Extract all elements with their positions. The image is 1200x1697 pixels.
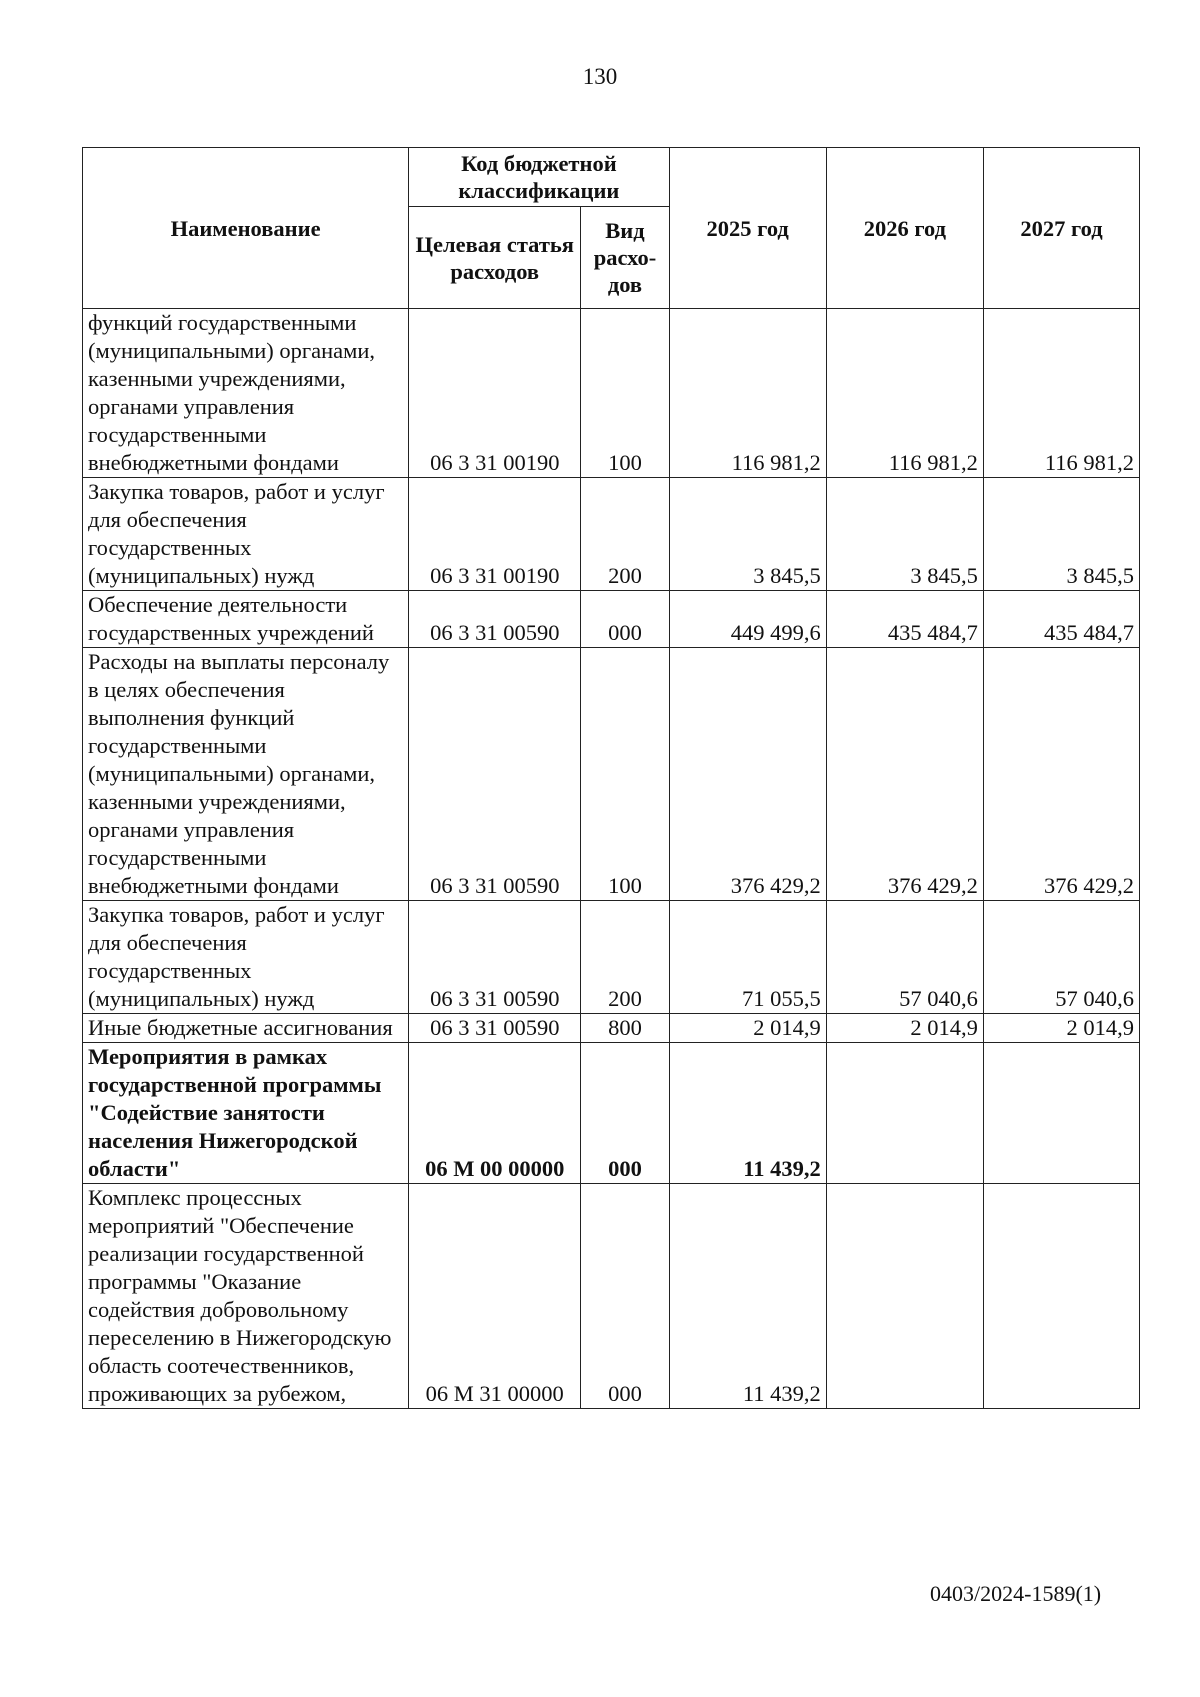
row-value-2026: 57 040,6 [826, 901, 983, 1014]
table-header [83, 148, 1140, 309]
row-value-2025: 71 055,5 [669, 901, 826, 1014]
row-value-2027: 116 981,2 [983, 309, 1139, 478]
header-target-article: Целевая статья расходов [409, 207, 581, 309]
row-value-2026: 3 845,5 [826, 478, 983, 591]
row-name: Мероприятия в рамках государственной программы "Содействие занятости населения Нижегородской области" [83, 1043, 409, 1184]
row-value-2026 [826, 1043, 983, 1184]
row-name: Закупка товаров, работ и услуг для обеспечения государственных (муниципальных) нужд [83, 901, 409, 1014]
row-value-2027: 3 845,5 [983, 478, 1139, 591]
row-target-article: 06 М 00 00000 [409, 1043, 581, 1184]
row-target-article: 06 3 31 00590 [409, 901, 581, 1014]
header-name: Наименование [83, 148, 409, 309]
row-value-2025: 116 981,2 [669, 309, 826, 478]
row-value-2027 [983, 1184, 1139, 1409]
row-target-article: 06 3 31 00590 [409, 591, 581, 648]
table-row [83, 591, 1140, 648]
row-expense-type: 000 [581, 1184, 669, 1409]
row-expense-type: 200 [581, 478, 669, 591]
row-expense-type: 200 [581, 901, 669, 1014]
table-row [83, 1014, 1140, 1043]
header-year-2027: 2027 год [983, 148, 1139, 309]
row-expense-type: 000 [581, 1043, 669, 1184]
row-value-2025: 11 439,2 [669, 1043, 826, 1184]
header-year-2026: 2026 год [826, 148, 983, 309]
row-target-article: 06 М 31 00000 [409, 1184, 581, 1409]
row-target-article: 06 3 31 00590 [409, 1014, 581, 1043]
table-row [83, 478, 1140, 591]
header-code-group: Код бюджетной классификации [409, 148, 669, 207]
row-name: Расходы на выплаты персоналу в целях обеспечения выполнения функций государственными (муниципальными) органами, казенными учреждениями, органами управления государственными внебюджетными фондами [83, 648, 409, 901]
row-value-2027: 57 040,6 [983, 901, 1139, 1014]
header-expense-type: Вид расхо-дов [581, 207, 669, 309]
row-target-article: 06 3 31 00190 [409, 478, 581, 591]
row-expense-type: 100 [581, 648, 669, 901]
document-id: 0403/2024-1589(1) [930, 1581, 1102, 1606]
row-value-2025: 449 499,6 [669, 591, 826, 648]
row-expense-type: 100 [581, 309, 669, 478]
row-target-article: 06 3 31 00190 [409, 309, 581, 478]
row-name: Обеспечение деятельности государственных учреждений [83, 591, 409, 648]
row-name: функций государственными (муниципальными) органами, казенными учреждениями, органами управления государственными внебюджетными фондами [83, 309, 409, 478]
row-value-2027: 435 484,7 [983, 591, 1139, 648]
row-value-2025: 11 439,2 [669, 1184, 826, 1409]
row-target-article: 06 3 31 00590 [409, 648, 581, 901]
row-value-2027: 376 429,2 [983, 648, 1139, 901]
row-value-2026: 435 484,7 [826, 591, 983, 648]
table-row [83, 1043, 1140, 1184]
row-expense-type: 800 [581, 1014, 669, 1043]
table-row [83, 901, 1140, 1014]
header-year-2025: 2025 год [669, 148, 826, 309]
row-value-2025: 376 429,2 [669, 648, 826, 901]
row-value-2025: 3 845,5 [669, 478, 826, 591]
row-value-2026: 376 429,2 [826, 648, 983, 901]
row-value-2027 [983, 1043, 1139, 1184]
row-value-2026: 116 981,2 [826, 309, 983, 478]
table-row [83, 309, 1140, 478]
table-row [83, 1184, 1140, 1409]
row-value-2026 [826, 1184, 983, 1409]
budget-table [82, 147, 1140, 1409]
row-name: Закупка товаров, работ и услуг для обеспечения государственных (муниципальных) нужд [83, 478, 409, 591]
table-body [83, 309, 1140, 1409]
row-value-2027: 2 014,9 [983, 1014, 1139, 1043]
row-name: Иные бюджетные ассигнования [83, 1014, 409, 1043]
row-name: Комплекс процессных мероприятий "Обеспечение реализации государственной программы "Оказание содействия добровольному переселению в Нижегородскую область соотечественников, проживающих за рубежом, [83, 1184, 409, 1409]
row-value-2025: 2 014,9 [669, 1014, 826, 1043]
page-number: 130 [582, 64, 618, 89]
row-value-2026: 2 014,9 [826, 1014, 983, 1043]
table-row [83, 648, 1140, 901]
row-expense-type: 000 [581, 591, 669, 648]
